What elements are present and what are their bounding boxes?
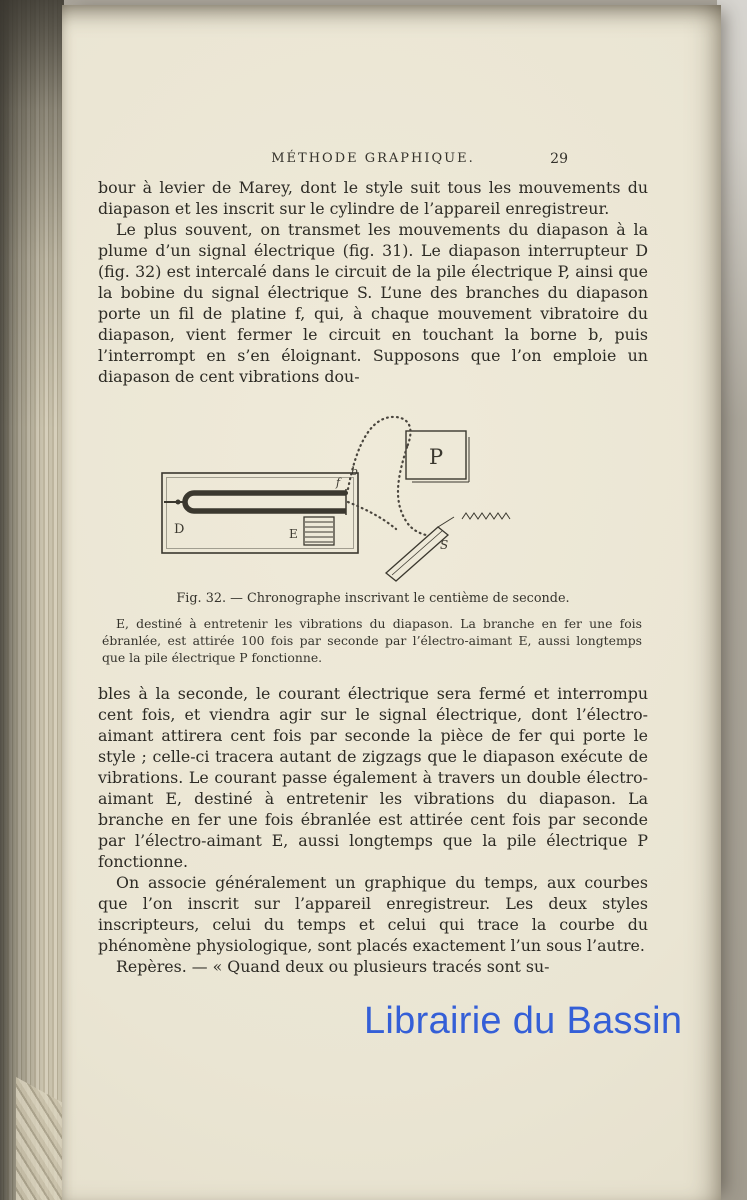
label-D: D (174, 522, 185, 537)
paragraph-5: Repères. — « Quand deux ou plusieurs tracés sont su- (116, 957, 550, 976)
left-page-edges (0, 0, 64, 1200)
figure-engraving (156, 407, 556, 587)
running-header (98, 151, 648, 166)
body-text-top (98, 177, 648, 387)
label-b: b (351, 465, 359, 478)
label-P: P (429, 445, 444, 469)
label-E: E (289, 527, 298, 541)
paragraph-1: bour à levier de Marey, dont le style suit tous les mouvements du diapason et les inscrit sur le cylindre de l’appareil enregistreur. (98, 178, 648, 218)
figure-note: E, destiné à entretenir les vibrations du diapason. La branche en fer une fois ébranlée, est attirée 100 fois par seconde par l’électro-aimant E, aussi longtemps que la pile électrique P fonctionne. (102, 616, 642, 665)
figure-caption: Fig. 32. — Chronographe inscrivant le centième de seconde. (176, 591, 570, 606)
chronograph-illustration (156, 407, 556, 587)
photo-background-right (717, 0, 747, 1200)
bookseller-watermark: Librairie du Bassin (364, 1000, 683, 1042)
paragraph-3: bles à la seconde, le courant électrique sera fermé et interrompu cent fois, et viendra agir sur le signal électrique, dont l’électro-aimant attirera cent fois par seconde la pièce de fer qui porte le style ; celle-ci tracera autant de zigzags que le diapason exécute de vibrations. Le courant passe également à travers un double électro-aimant E, destiné à entretenir les vibrations du diapason. La branche en fer une fois ébranlée est attirée cent fois par seconde par l’électro-aimant E, aussi longtemps que la pile électrique P fonctionne. (98, 684, 648, 871)
body-text-bottom (98, 683, 648, 977)
page-number: 29 (550, 151, 568, 167)
connecting-wires (348, 417, 426, 535)
label-S: S (440, 538, 449, 552)
label-f: f (336, 476, 341, 489)
zigzag-trace (462, 513, 510, 519)
header-title: MÉTHODE GRAPHIQUE. (271, 151, 475, 166)
tuning-fork (164, 489, 348, 515)
electromagnet-coil (304, 517, 334, 545)
paragraph-2: Le plus souvent, on transmet les mouvements du diapason à la plume d’un signal électrique (fig. 31). Le diapason interrupteur D (fig. 32) est intercalé dans le circuit de la pile électrique P, ainsi que la bobine du signal électrique S. L’une des branches du diapason porte un fil de platine f, qui, à chaque mouvement vibratoire du diapason, vient fermer le circuit en touchant la borne b, puis l’interrompt en s’en éloignant. Supposons que l’on emploie un diapason de cent vibrations dou- (98, 220, 648, 386)
paragraph-4: On associe généralement un graphique du temps, aux courbes que l’on inscrit sur l’appareil enregistreur. Les deux styles inscripteurs, celui du temps et celui qui trace la courbe du phénomène physiologique, sont placés exactement l’un sous l’autre. (98, 873, 648, 955)
